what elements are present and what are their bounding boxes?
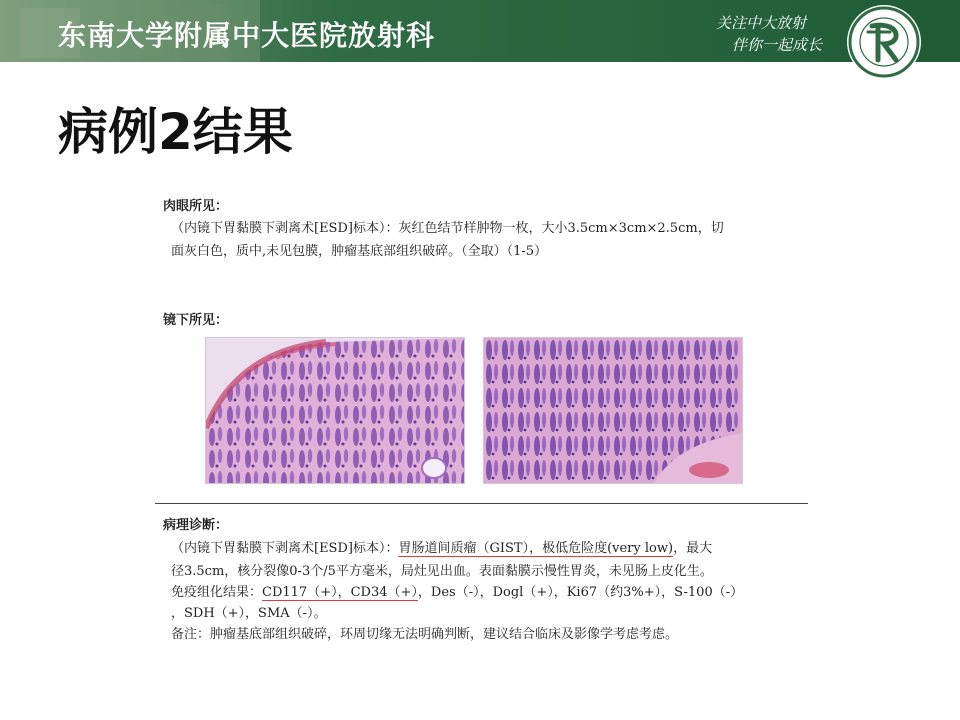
slogan-line1: 关注中大放射: [716, 14, 807, 32]
histology-image-icon: [206, 338, 464, 483]
diag-line3-suffix: ，Des（-），Dogl（+），Ki67（约3%+），S-100（-）: [417, 585, 744, 600]
header-bar: [0, 0, 960, 62]
diag-line1: [171, 537, 712, 560]
diag-line1-diagnosis: 胃肠道间质瘤（GIST），极低危险度(very low): [398, 541, 674, 556]
diag-line1-prefix: （内镜下胃黏膜下剥离术[ESD]标本）：: [171, 541, 399, 556]
gross-heading: 肉眼所见：: [163, 199, 229, 214]
diag-line3-markers: CD117（+），CD34（+）: [262, 585, 418, 600]
micro-heading: 镜下所见：: [163, 313, 229, 328]
slogan-line2: 伴你一起成长: [732, 36, 823, 54]
diag-line2: 径3.5cm，核分裂像0-3个/5平方毫米，局灶见出血。表面黏膜示慢性胃炎，未见肠上皮化生。: [171, 564, 713, 579]
gross-line2: 面灰白色，质中,未见包膜，肿瘤基底部组织破碎。（全取）（1-5）: [171, 244, 548, 259]
diag-heading: 病理诊断：: [163, 518, 229, 533]
diag-line3-prefix: 免疫组化结果：: [171, 585, 263, 600]
slide-title: 病例2结果: [58, 103, 293, 161]
header-title: 东南大学附属中大医院放射科: [58, 19, 436, 52]
histology-image-right: [483, 337, 743, 484]
section-divider: [155, 503, 808, 504]
diag-line3: [171, 581, 743, 604]
diag-line4: ，SDH（+），SMA（-）。: [171, 606, 327, 621]
diag-line5: 备注：肿瘤基底部组织破碎，环周切缘无法明确判断，建议结合临床及影像学考虑考虑。: [171, 627, 679, 642]
gross-line1: （内镜下胃黏膜下剥离术[ESD]标本）：灰红色结节样肿物一枚，大小3.5cm×3cm×2.5cm，切: [171, 221, 724, 236]
histology-image-left: [205, 337, 465, 484]
histology-image-icon: [484, 338, 742, 483]
hospital-logo-icon: [846, 4, 922, 80]
diag-line1-suffix: ，最大: [673, 541, 713, 556]
